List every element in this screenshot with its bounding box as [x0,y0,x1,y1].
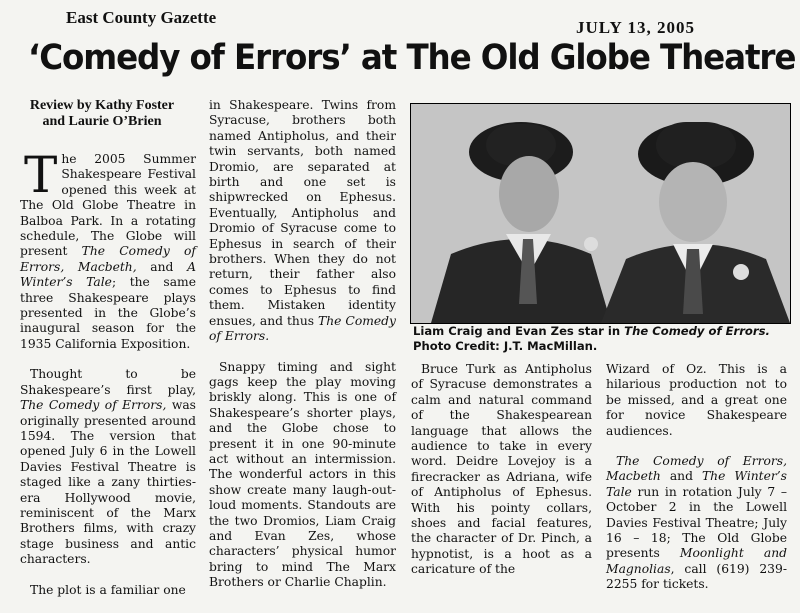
article-column-2 [209,98,396,606]
headline: ‘Comedy of Errors’ at The Old Globe Theatre [28,38,796,78]
paragraph-history: Thought to be Shakespeare’s first play, The Comedy of Errors, was originally presented around 1594. The version that opened July 6 in the Lowell Davies Festival Theatre is staged like a zany thirties-era Hollywood movie, reminiscent of the Marx Brothers films, with crazy stage business and antic characters. [20,367,196,567]
paragraph-timing: Snappy timing and sight gags keep the play moving briskly along. This is one of Shakespeare’s shorter plays, and the Globe chose to present it in one 90-minute act without an intermission. The wonderful actors in this show create many laugh-out-loud moments. Standouts are the two Dromios, Liam Craig and Evan Zes, whose characters’ physical humor bring to mind The Marx Brothers or Charlie Chaplin. [209,359,396,590]
article-column-1 [20,98,196,613]
masthead: East County Gazette [66,8,217,27]
paragraph-schedule: The Comedy of Errors, Macbeth and The Winter’s Tale run in rotation July 7 – October 2 in the Lowell Davies Festival Theatre; July 16 – 18; The Old Globe presents Moonlight and Magnolias, call (619) 239-2255 for tickets. [606,454,787,592]
production-photo [410,103,791,324]
photo-caption: Liam Craig and Evan Zes star in The Comedy of Errors. Photo Credit: J.T. MacMillan. [413,324,770,353]
issue-date: JULY 13, 2005 [576,18,695,37]
drop-cap: T [24,146,58,204]
byline: Review by Kathy Foster and Laurie O’Brien [29,98,175,129]
paragraph-plot-start: The plot is a familiar one [30,582,186,597]
paragraph-intro: The 2005 Summer Shakespeare Festival opened this week at The Old Globe Theatre in Balboa Park. In a rotating schedule, The Globe will present The Comedy of Errors, Macbeth, and A Winter’s Tale; the same three Shakespeare plays presented in the Globe’s inaugural season for the 1935 California Exposition. [20,146,196,351]
paragraph-recommendation: Wizard of Oz. This is a hilarious production not to be missed, and a great one for novice Shakespeare audiences. [606,362,787,438]
actors-photo-illustration [411,104,790,323]
paragraph-plot: in Shakespeare. Twins from Syracuse, brothers both named Antipholus, and their twin servants, both named Dromio, are separated at birth and one set is shipwrecked on Ephesus. Eventually, Antipholus and Dromio of Syracuse come to Ephesus in search of their brothers. When they do not return, their father also comes to Ephesus to find them. Mistaken identity ensues, and thus The Comedy of Errors. [209,98,396,344]
paragraph-cast: Bruce Turk as Antipholus of Syracuse demonstrates a calm and natural command of the Shakespearean language that allows the audience to take in every word. Deidre Lovejoy is a firecracker as Adriana, wife of Antipholus of Ephesus. With his pointy collars, shoes and facial features, the character of Dr. Pinch, a hypnotist, is a hoot as a caricature of the [411,362,592,577]
article-column-3 [411,362,592,593]
